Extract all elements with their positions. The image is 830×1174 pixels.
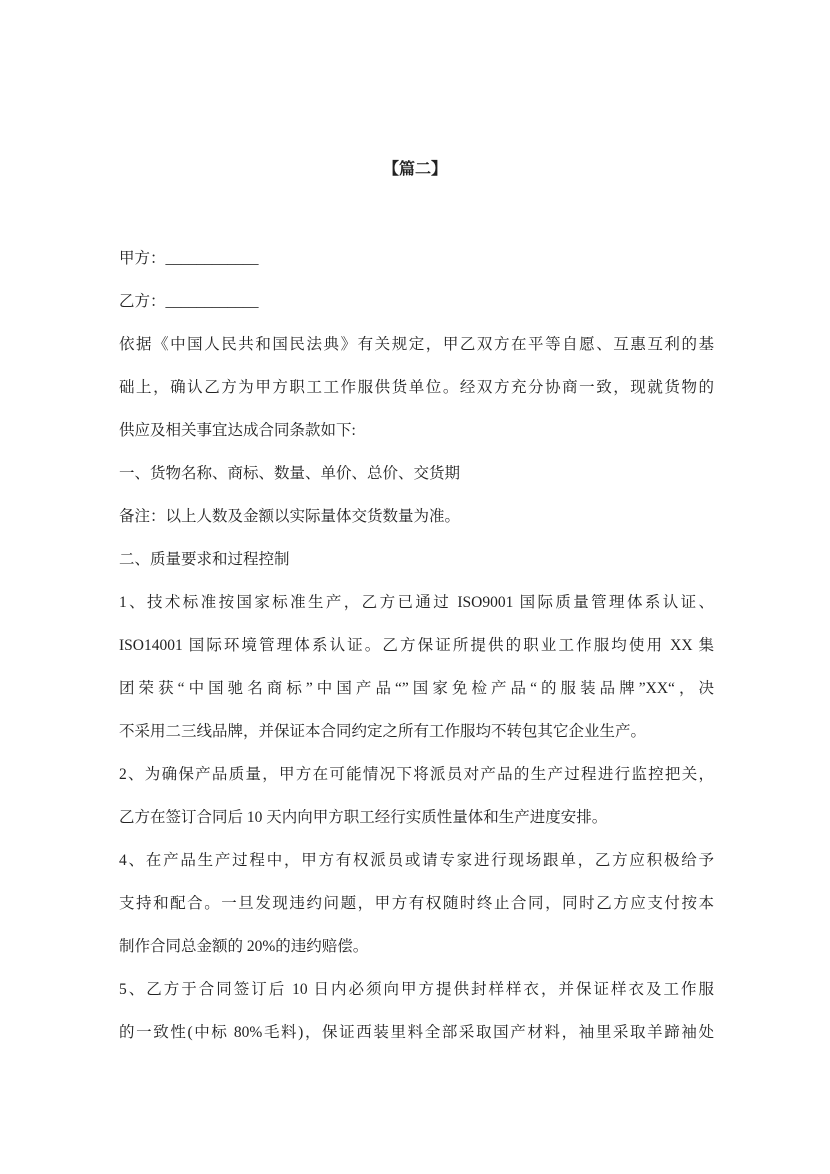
text-line: 甲方：____________ xyxy=(119,250,259,267)
text-line: 备注：以上人数及金额以实际量体交货数量为准。 xyxy=(119,508,461,525)
text-line: 不采用二三线品牌，并保证本合同约定之所有工作服均不转包其它企业生产。 xyxy=(119,723,647,740)
text-line: 乙方：____________ xyxy=(119,293,259,310)
section-title: 【篇二】 xyxy=(382,161,447,178)
text-line: 一、货物名称、商标、数量、单价、总价、交货期 xyxy=(119,465,461,482)
text-line: 4、在产品生产过程中，甲方有权派员或请专家进行现场跟单，乙方应积极给予 xyxy=(119,852,714,869)
text-line: 供应及相关事宜达成合同条款如下: xyxy=(119,422,356,439)
text-line: 2、为确保产品质量，甲方在可能情况下将派员对产品的生产过程进行监控把关， xyxy=(119,766,714,783)
text-line: 的一致性(中标 80%毛料)，保证西装里料全部采取国产材料，袖里采取羊蹄袖处 xyxy=(119,1024,714,1041)
document-body xyxy=(119,247,714,1064)
text-line: 乙方在签订合同后 10 天内向甲方职工经行实质性量体和生产进度安排。 xyxy=(119,809,608,826)
text-line: 支持和配合。一旦发现违约问题，甲方有权随时终止合同，同时乙方应支付按本 xyxy=(119,895,714,912)
text-line: 础上，确认乙方为甲方职工工作服供货单位。经双方充分协商一致，现就货物的 xyxy=(119,379,714,396)
text-line: 1、技术标准按国家标准生产，乙方已通过 ISO9001 国际质量管理体系认证、 xyxy=(119,594,714,611)
text-line: 二、质量要求和过程控制 xyxy=(119,551,290,568)
text-line: 制作合同总金额的 20%的违约赔偿。 xyxy=(119,938,369,955)
text-line: ISO14001 国际环境管理体系认证。乙方保证所提供的职业工作服均使用 XX 集 xyxy=(119,637,714,654)
text-line: 团荣获“中国驰名商标”中国产品“”国家免检产品“的服装品牌”XX“，决 xyxy=(119,680,714,697)
text-line: 依据《中国人民共和国民法典》有关规定，甲乙双方在平等自愿、互惠互利的基 xyxy=(119,336,714,353)
text-line: 5、乙方于合同签订后 10 日内必须向甲方提供封样样衣，并保证样衣及工作服 xyxy=(119,981,714,998)
